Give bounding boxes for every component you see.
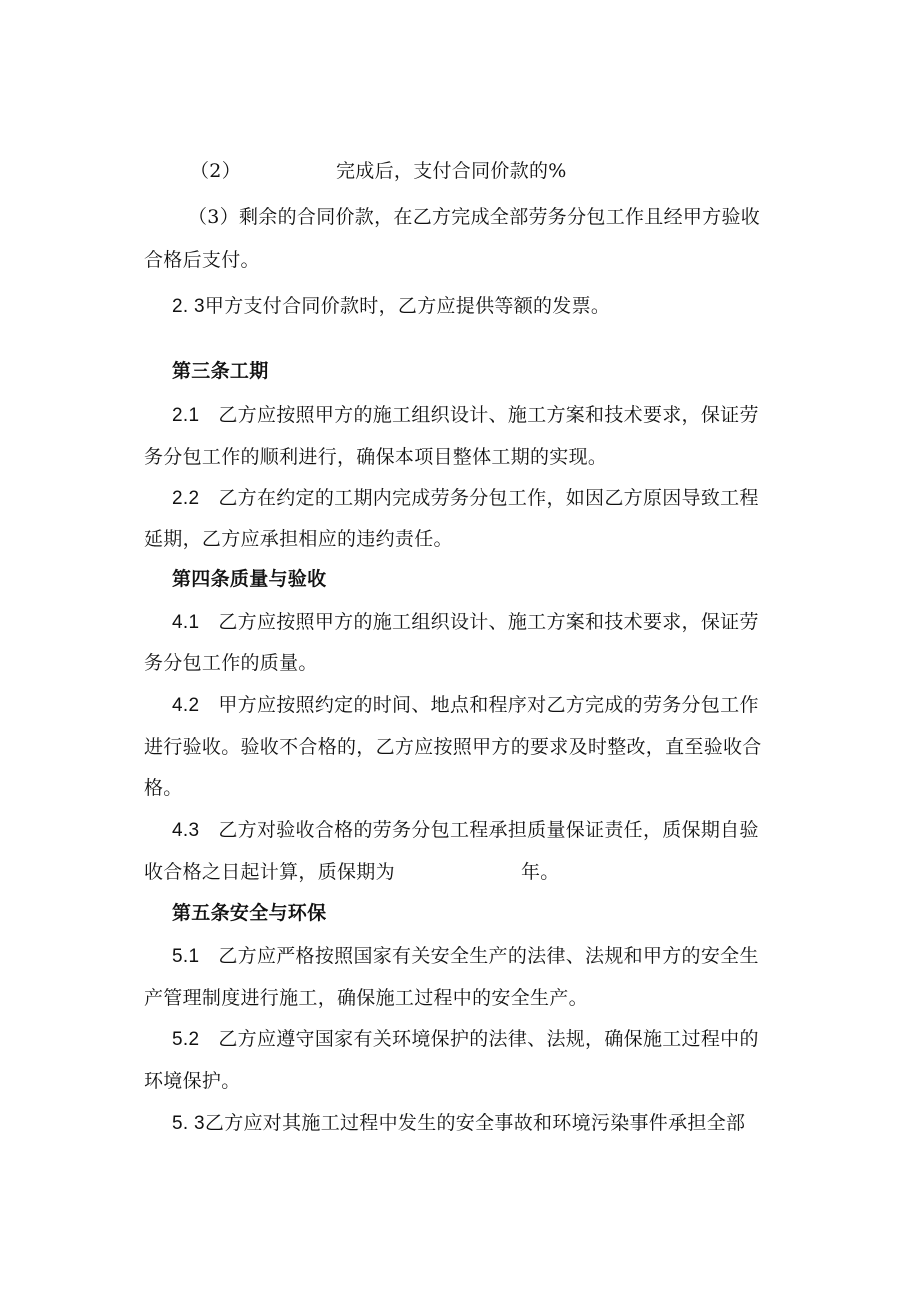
clause-3-1-line2: [144, 445, 607, 469]
clause-text: 延期，乙方应承担相应的违约责任。: [144, 528, 453, 550]
clause-text: 收合格之日起计算，质保期为: [144, 861, 395, 883]
clause-text: 进行验收。验收不合格的，乙方应按照甲方的要求及时整改，直至验收合: [144, 736, 762, 758]
clause-text: 乙方应严格按照国家有关安全生产的法律、法规和甲方的安全生: [218, 945, 759, 967]
clause-4-3-line1: [172, 818, 759, 843]
clause-2-2-num: [190, 159, 241, 183]
clause-4-2-line2: [144, 735, 762, 759]
clause-num: 5.2: [172, 1029, 200, 1050]
clause-4-3-line2b: [521, 860, 560, 884]
article-3-title: 第三条工期: [172, 360, 269, 382]
clause-text: 甲方应按照约定的时间、地点和程序对乙方完成的劳务分包工作: [218, 694, 759, 716]
clause-text: 甲方支付合同价款时，乙方应提供等额的发票。: [204, 295, 611, 317]
clause-5-1-line1: [172, 944, 759, 969]
clause-5-2-line2: [144, 1069, 241, 1093]
article-4-title: 第四条质量与验收: [172, 568, 327, 590]
clause-text: 年。: [521, 861, 560, 883]
clause-2-3-line2: [144, 248, 260, 272]
article-5-title: 第五条安全与环保: [172, 902, 327, 924]
clause-num: （3）: [188, 206, 239, 228]
clause-text: 完成后，支付合同价款的%: [336, 160, 567, 182]
clause-text: 产管理制度进行施工，确保施工过程中的安全生产。: [144, 987, 588, 1009]
clause-text: 乙方应按照甲方的施工组织设计、施工方案和技术要求，保证劳: [218, 404, 759, 426]
clause-4-2-line1: [172, 693, 759, 718]
clause-text: 合格后支付。: [144, 249, 260, 271]
clause-num: 4.2: [172, 695, 200, 716]
clause-text: 乙方在约定的工期内完成劳务分包工作，如因乙方原因导致工程: [218, 487, 759, 509]
clause-text: 乙方应遵守国家有关环境保护的法律、法规，确保施工过程中的: [218, 1028, 759, 1050]
clause-2-2-text: [336, 159, 567, 183]
clause-text: 乙方应对其施工过程中发生的安全事故和环境污染事件承担全部: [204, 1112, 746, 1134]
clause-num: 2. 3: [172, 296, 205, 317]
clause-5-1-line2: [144, 986, 588, 1010]
clause-num: 2.1: [172, 405, 200, 426]
clause-text: 环境保护。: [144, 1070, 241, 1092]
clause-4-1-line1: [172, 610, 759, 635]
clause-text: 格。: [144, 777, 183, 799]
clause-4-1-line2: [144, 651, 318, 675]
clause-num: 5. 3: [172, 1113, 205, 1134]
clause-5-2-line1: [172, 1027, 759, 1052]
clause-num: 4.3: [172, 820, 200, 841]
clause-text: 乙方对验收合格的劳务分包工程承担质量保证责任，质保期自验: [218, 819, 759, 841]
clause-3-2-line1: [172, 486, 759, 511]
clause-4-3-line2a: [144, 860, 395, 884]
clause-4-2-line3: [144, 776, 183, 800]
clause-2-3b: [172, 294, 610, 319]
clause-num: 4.1: [172, 612, 200, 633]
clause-num: 2.2: [172, 488, 200, 509]
clause-text: 务分包工作的质量。: [144, 652, 318, 674]
clause-2-3-line1: [188, 205, 760, 229]
clause-text: 务分包工作的顺利进行，确保本项目整体工期的实现。: [144, 446, 608, 468]
clause-text: 剩余的合同价款，在乙方完成全部劳务分包工作且经甲方验收: [239, 206, 761, 228]
clause-num: 5.1: [172, 946, 200, 967]
clause-3-2-line2: [144, 527, 453, 551]
clause-3-1-line1: [172, 403, 759, 428]
clause-5-3-line1: [172, 1111, 745, 1136]
clause-num: （2）: [190, 160, 241, 182]
clause-text: 乙方应按照甲方的施工组织设计、施工方案和技术要求，保证劳: [218, 611, 759, 633]
